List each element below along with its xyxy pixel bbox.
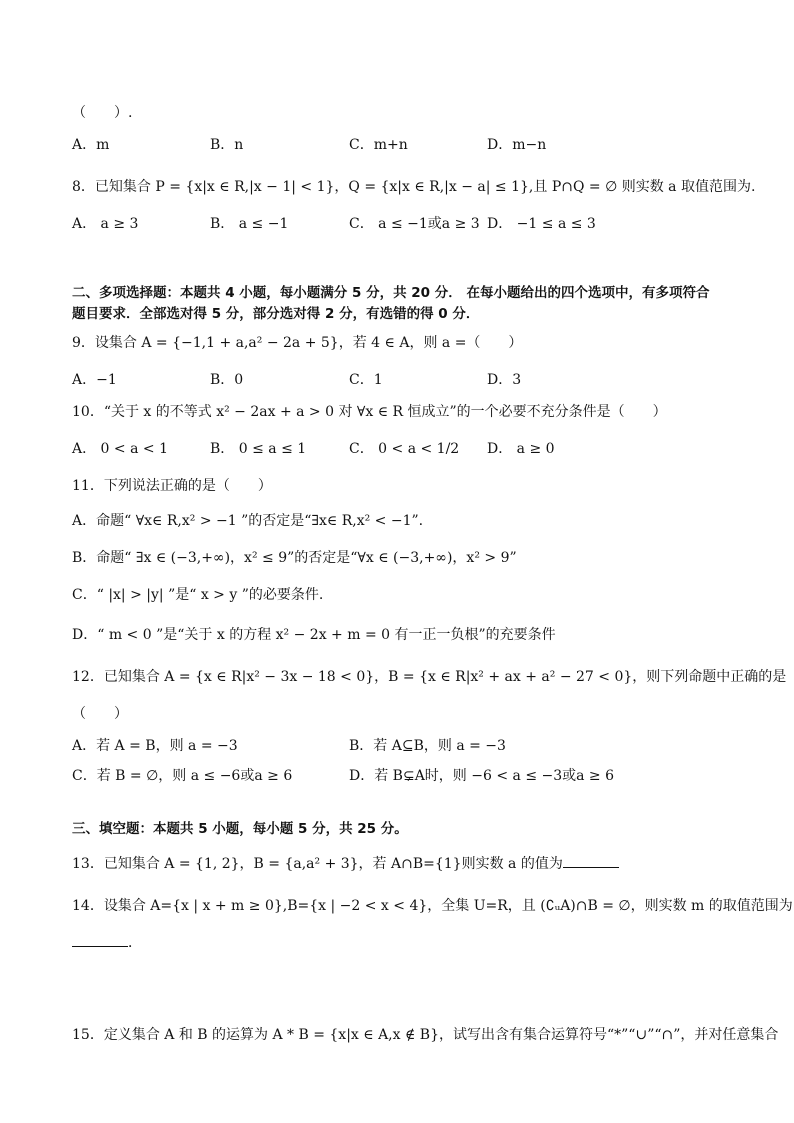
q14-answer-blank	[72, 934, 128, 947]
q10-option-b: B． 0 ≤ a ≤ 1	[210, 441, 307, 457]
q14-stem-line1: 14．设集合 A={x | x + m ≥ 0},B={x | −2 < x < 4}，全集 U=R，且 (∁ᵤA)∩B = ∅，则实数 m 的取值范围为	[72, 898, 793, 914]
q12-option-a: A．若 A = B，则 a = −3	[72, 738, 238, 754]
q8-option-a: A． a ≥ 3	[72, 216, 139, 232]
q7-option-d: D．m−n	[487, 137, 547, 153]
q9-option-d: D．3	[487, 372, 522, 388]
q13-text: 13．已知集合 A = {1, 2}，B = {a,a² + 3}，若 A∩B={1}则实数 a 的值为	[72, 856, 563, 872]
q10-stem: 10．“关于 x 的不等式 x² − 2ax + a > 0 对 ∀x ∈ R 恒成立”的一个必要不充分条件是（ ）	[72, 404, 667, 420]
q10-option-a: A． 0 < a < 1	[72, 441, 168, 457]
q9-option-b: B．0	[210, 372, 244, 388]
q11-option-a: A．命题“ ∀x∈ R,x² > −1 ”的否定是“∃x∈ R,x² < −1”.	[72, 513, 424, 529]
q14-stem-line2	[72, 934, 142, 952]
q8-option-b: B． a ≤ −1	[210, 216, 289, 232]
q12-option-c: C．若 B = ∅，则 a ≤ −6或a ≥ 6	[72, 768, 293, 784]
q15-stem: 15．定义集合 A 和 B 的运算为 A * B = {x|x ∈ A,x ∉ B}，试写出含有集合运算符号“*”“∪”“∩”，并对任意集合	[72, 1027, 779, 1043]
q9-option-c: C．1	[349, 372, 383, 388]
q12-option-b: B．若 A⊆B，则 a = −3	[349, 738, 506, 754]
q7-option-a: A．m	[72, 137, 110, 153]
q8-option-c: C． a ≤ −1或a ≥ 3	[349, 216, 480, 232]
q12-option-d: D．若 B⊊A时，则 −6 < a ≤ −3或a ≥ 6	[349, 768, 615, 784]
q12-stem: 12．已知集合 A = {x ∈ R|x² − 3x − 18 < 0}，B = {x ∈ R|x² + ax + a² − 27 < 0}，则下列命题中正确的是	[72, 669, 787, 685]
q10-option-d: D． a ≥ 0	[487, 441, 555, 457]
q13-stem	[72, 855, 619, 873]
q9-stem: 9．设集合 A = {−1,1 + a,a² − 2a + 5}，若 4 ∈ A，则 a =（ ）	[72, 335, 523, 351]
section3-heading: 三、填空题：本题共 5 小题，每小题 5 分，共 25 分。	[72, 821, 408, 837]
top-paren: （ ）.	[72, 105, 133, 121]
q7-option-b: B．n	[210, 137, 244, 153]
q11-stem: 11．下列说法正确的是（ ）	[72, 478, 272, 494]
q11-option-d: D．“ m < 0 ”是“关于 x 的方程 x² − 2x + m = 0 有一正一负根”的充要条件	[72, 627, 556, 643]
q11-option-b: B．命题“ ∃x ∈ (−3,+∞)，x² ≤ 9”的否定是“∀x ∈ (−3,+∞)，x² > 9”	[72, 550, 517, 566]
q8-stem: 8．已知集合 P = {x|x ∈ R,|x − 1| < 1}，Q = {x|x ∈ R,|x − a| ≤ 1},且 P∩Q = ∅ 则实数 a 取值范围为.	[72, 179, 756, 195]
q14-line2-text: ．	[128, 935, 142, 951]
q9-option-a: A．−1	[72, 372, 117, 388]
section2-heading-line1: 二、多项选择题：本题共 4 小题，每小题满分 5 分，共 20 分． 在每小题给出的四个选项中，有多项符合	[72, 285, 710, 301]
q7-option-c: C．m+n	[349, 137, 408, 153]
q10-option-c: C． 0 < a < 1/2	[349, 441, 460, 457]
q12-paren: （ ）	[72, 706, 128, 722]
q8-option-d: D． −1 ≤ a ≤ 3	[487, 216, 596, 232]
q11-option-c: C．“ |x| > |y| ”是“ x > y ”的必要条件.	[72, 587, 324, 603]
section2-heading-line2: 题目要求．全部选对得 5 分，部分选对得 2 分，有选错的得 0 分．	[72, 306, 480, 322]
q13-answer-blank	[563, 855, 619, 868]
